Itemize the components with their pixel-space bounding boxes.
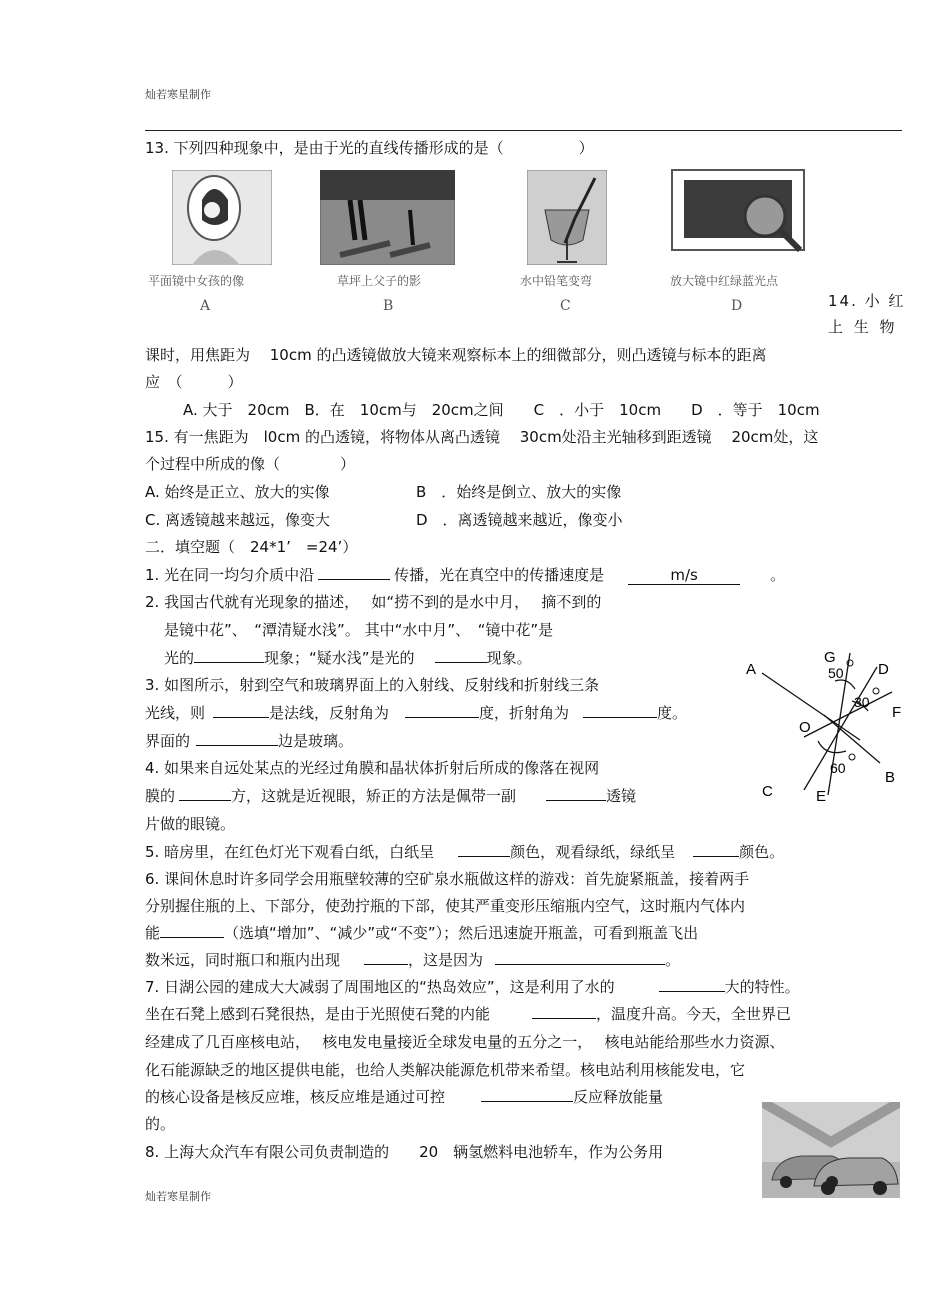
f2-text-b: 现象；“疑水浅”是光的 bbox=[264, 649, 415, 667]
f7-blank-2[interactable] bbox=[532, 1004, 596, 1019]
f6-line1: 6. 课间休息时许多同学会用瓶壁较薄的空矿泉水瓶做这样的游戏：首先旋紧瓶盖，接着两手 bbox=[145, 870, 750, 888]
f2-line2: 是镜中花”、 “潭清疑水浅”。 其中“水中月”、 “镜中花”是 bbox=[164, 621, 554, 639]
q14-line3: 课时，用焦距为 10cm 的凸透镜做放大镜来观察标本上的细微部分，则凸透镜与标本的距离 bbox=[145, 346, 767, 364]
f6-line2: 分别握住瓶的上、下部分，使劲拧瓶的下部，使其严重变形压缩瓶内空气，这时瓶内气体内 bbox=[145, 897, 746, 915]
q13-stem: 13. 下列四种现象中，是由于光的直线传播形成的是（ ） bbox=[145, 139, 594, 157]
f6-text-c: 数米远，同时瓶口和瓶内出现 bbox=[145, 951, 341, 969]
label-e: E bbox=[816, 788, 827, 805]
f7-text-a: 7. 日湖公园的建成大大减弱了周围地区的“热岛效应”，这是利用了水的 bbox=[145, 978, 615, 996]
q14-options: A. 大于 20cm B．在 10cm与 20cm之间 C ．小于 10cm D ．等于 10cm bbox=[183, 401, 820, 419]
q13-letter-a: A bbox=[200, 298, 211, 314]
f5-text-b: 颜色，观看绿纸，绿纸呈 bbox=[510, 843, 676, 861]
f6-text-a: 能 bbox=[145, 924, 161, 942]
f1-blank-2[interactable] bbox=[628, 566, 740, 585]
f7-blank-1[interactable] bbox=[659, 977, 725, 992]
f3-text-f: 边是玻璃。 bbox=[278, 732, 354, 750]
label-a: A bbox=[746, 661, 757, 678]
q14-number: 14. 小 红 bbox=[828, 292, 906, 310]
f7-line1 bbox=[145, 976, 800, 997]
angle-30: 30 bbox=[854, 694, 870, 710]
f6-text-d: ，这是因为 bbox=[408, 951, 484, 969]
q13-caption-c: 水中铅笔变弯 bbox=[520, 274, 593, 288]
q15-option-c: C. 离透镜越来越远，像变大 bbox=[145, 511, 331, 529]
f7-text-b: 大的特性。 bbox=[724, 978, 800, 996]
f3-line3 bbox=[145, 730, 353, 751]
f7-line5 bbox=[145, 1086, 663, 1107]
f4-line1: 4. 如果来自远处某点的光经过角膜和晶状体折射后所成的像落在视网 bbox=[145, 759, 600, 777]
q15-line2: 个过程中所成的像（ ） bbox=[145, 455, 356, 473]
f7-text-f: 反应释放能量 bbox=[573, 1088, 664, 1106]
f4-line3: 片做的眼镜。 bbox=[145, 815, 236, 833]
f3-text-b: 是法线，反射角为 bbox=[269, 704, 390, 722]
f2-text-a: 光的 bbox=[164, 649, 195, 667]
label-g: G bbox=[824, 649, 836, 666]
q15-option-d: D ．离透镜越来越近，像变小 bbox=[416, 511, 623, 529]
label-f: F bbox=[892, 704, 902, 721]
angle-50: 50 bbox=[828, 665, 844, 681]
pencil-glass-picture bbox=[527, 170, 607, 265]
f1-blank-1[interactable] bbox=[318, 565, 390, 580]
q13-caption-b: 草坪上父子的影 bbox=[337, 274, 422, 288]
header-rule bbox=[145, 130, 902, 131]
label-o: O bbox=[799, 719, 811, 736]
f7-line6: 的。 bbox=[145, 1115, 176, 1133]
q13-caption-a: 平面镜中女孩的像 bbox=[148, 274, 245, 288]
f6-text-e: 。 bbox=[665, 951, 681, 969]
f3-line1: 3. 如图所示，射到空气和玻璃界面上的入射线、反射线和折射线三条 bbox=[145, 676, 600, 694]
f2-blank-1[interactable] bbox=[194, 648, 264, 663]
f2-line1: 2. 我国古代就有光现象的描述， 如“捞不到的是水中月， 摘不到的 bbox=[145, 593, 602, 611]
f6-blank-2[interactable] bbox=[364, 950, 408, 965]
f3-blank-3[interactable] bbox=[583, 703, 657, 718]
f5-blank-2[interactable] bbox=[693, 842, 739, 857]
f1-text-b: 传播，光在真空中的传播速度是 bbox=[394, 566, 605, 584]
degree-60-symbol bbox=[849, 754, 855, 760]
q13-caption-d: 放大镜中红绿蓝光点 bbox=[670, 274, 779, 288]
degree-30-symbol bbox=[873, 688, 879, 694]
f3-blank-1[interactable] bbox=[213, 703, 269, 718]
f1-line bbox=[145, 564, 785, 585]
shadow-picture bbox=[320, 170, 455, 265]
f5-text-c: 颜色。 bbox=[739, 843, 785, 861]
f6-line3 bbox=[145, 922, 698, 943]
q15-option-b: B ．始终是倒立、放大的实像 bbox=[416, 483, 622, 501]
mirror-girl-picture bbox=[172, 170, 272, 265]
f4-text-c: 透镜 bbox=[606, 787, 637, 805]
f7-text-d: ，温度升高。今天，全世界已 bbox=[596, 1005, 792, 1023]
q15-line1: 15. 有一焦距为 l0cm 的凸透镜，将物体从离凸透镜 30cm处沿主光轴移到距透镜 20cm处，这 bbox=[145, 428, 819, 446]
ray-b-line bbox=[824, 715, 880, 763]
f4-text-b: 方，这就是近视眼，矫正的方法是佩带一副 bbox=[231, 787, 517, 805]
f3-line2 bbox=[145, 702, 687, 723]
f7-line2 bbox=[145, 1003, 791, 1024]
magnifier-picture bbox=[670, 168, 810, 268]
f7-text-c: 坐在石凳上感到石凳很热，是由于光照使石凳的内能 bbox=[145, 1005, 491, 1023]
f5-line bbox=[145, 841, 784, 862]
f3-text-d: 度。 bbox=[657, 704, 688, 722]
header-maker: 灿若寒星制作 bbox=[145, 88, 211, 101]
f3-blank-4[interactable] bbox=[196, 731, 278, 746]
label-c: C bbox=[762, 783, 773, 800]
label-d: D bbox=[878, 661, 889, 678]
f3-text-c: 度，折射角为 bbox=[479, 704, 570, 722]
f5-blank-1[interactable] bbox=[458, 842, 510, 857]
f6-blank-3[interactable] bbox=[495, 950, 665, 965]
f6-text-b: （选填“增加”、“减少”或“不变”）；然后迅速旋开瓶盖，可看到瓶盖飞出 bbox=[224, 924, 699, 942]
q13-letter-b: B bbox=[383, 298, 394, 314]
f2-blank-2[interactable] bbox=[435, 648, 487, 663]
q13-letter-c: C bbox=[560, 298, 571, 314]
f3-text-a: 光线，则 bbox=[145, 704, 206, 722]
q14-line4: 应 （ ） bbox=[145, 373, 243, 391]
f7-text-e: 的核心设备是核反应堆，核反应堆是通过可控 bbox=[145, 1088, 446, 1106]
footer-maker: 灿若寒星制作 bbox=[145, 1190, 211, 1203]
angle-60: 60 bbox=[830, 760, 846, 776]
f8-line1: 8. 上海大众汽车有限公司负责制造的 20 辆氢燃料电池轿车，作为公务用 bbox=[145, 1143, 664, 1161]
f6-line4 bbox=[145, 949, 680, 970]
f1-text-a: 1. 光在同一均匀介质中沿 bbox=[145, 566, 315, 584]
f2-line3 bbox=[164, 647, 532, 668]
f7-blank-3[interactable] bbox=[481, 1087, 573, 1102]
f1-end: 。 bbox=[770, 566, 786, 584]
f7-line4: 化石能源缺乏的地区提供电能，也给人类解决能源危机带来希望。核电站利用核能发电，它 bbox=[145, 1061, 746, 1079]
f3-blank-2[interactable] bbox=[405, 703, 479, 718]
label-b: B bbox=[885, 769, 896, 786]
f5-text-a: 5. 暗房里，在红色灯光下观看白纸，白纸呈 bbox=[145, 843, 435, 861]
q14-line2: 上 生 物 bbox=[828, 318, 898, 336]
car-photo bbox=[762, 1102, 900, 1198]
f4-blank-2[interactable] bbox=[546, 786, 606, 801]
ray-f-line bbox=[804, 692, 892, 737]
section2-title: 二．填空题（ 24*1’ =24’） bbox=[145, 538, 358, 556]
f7-line3: 经建成了几百座核电站， 核电发电量接近全球发电量的五分之一， 核电站能给那些水力资源、 bbox=[145, 1033, 785, 1051]
f6-blank-1[interactable] bbox=[160, 923, 224, 938]
f1-unit: m/s bbox=[670, 566, 698, 584]
q13-letter-d: D bbox=[731, 298, 743, 314]
f4-line2 bbox=[145, 785, 636, 806]
q15-option-a: A. 始终是正立、放大的实像 bbox=[145, 483, 330, 501]
f4-text-a: 膜的 bbox=[145, 787, 176, 805]
f2-text-c: 现象。 bbox=[486, 649, 532, 667]
f4-blank-1[interactable] bbox=[179, 786, 231, 801]
optics-diagram bbox=[740, 645, 910, 810]
f3-text-e: 界面的 bbox=[145, 732, 191, 750]
